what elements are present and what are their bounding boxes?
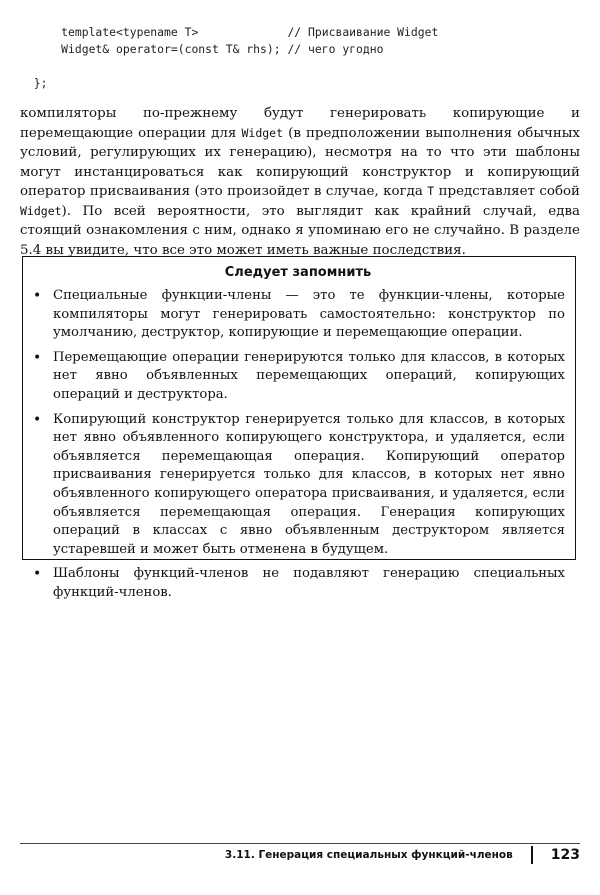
list-item [31,287,565,343]
paragraph-text: представляет собой [434,184,580,199]
bullet-icon: • [33,411,42,428]
inline-code: T [427,184,435,198]
list-item-text: Специальные функции-члены — это те функции-члены, которые компиляторы могут генерировать самостоятельно: конструктор по умолчанию, деструктор, копирующие и перемещающие операции. [53,288,565,341]
code-line: template<typename T> // Присваивание Widget [20,25,439,39]
paragraph-text: компиляторы по-прежнему будут генерировать копирующие и перемещающие операции для [20,106,580,141]
bullet-icon: • [33,566,42,583]
list-item-text: Копирующий конструктор генерируется только для классов, в которых нет явно объявленного копирующего конструктора, и удаляется, если объявляется перемещающая операция. Копирующий оператор присваивания генерируется только для классов, в которых нет явно объявленного копирующего оператора присваивания, и удаляется, если объявляется перемещающая операция. Генерация копирующих операций в классах с явно объявленным деструктором является устаревшей и может быть отменена в будущем. [53,411,565,557]
paragraph-text: ). По всей вероятности, это выглядит как крайний случай, едва стоящий ознакомления с ним, однако я упоминаю его не случайно. В разделе 5.4 вы увидите, что все это может иметь важные последствия. [20,203,580,258]
footer-separator [531,846,533,864]
inline-code: Widget [241,125,284,140]
code-listing [20,24,580,92]
list-item-text: Шаблоны функций-членов не подавляют генерацию специальных функций-членов. [53,566,565,600]
code-line: Widget& operator=(const T& rhs); // чего угодно [20,42,384,56]
code-line: }; [20,76,48,90]
page-number: 123 [550,847,580,863]
footer-section-title: 3.11. Генерация специальных функций-членов [224,849,513,861]
list-item [31,565,565,602]
body-paragraph [20,104,580,260]
remember-list [31,287,565,603]
inline-code: Widget [20,203,62,218]
paragraph-text: (в предположении выполнения обычных условий, регулирующих их генерацию), несмотря на то что эти шаблоны могут инстанцироваться как копирующий конструктор и копирующий оператор присваивания (это произойдет в случае, когда [20,125,580,199]
list-item [31,349,565,405]
bullet-icon: • [33,349,42,366]
code-line [20,58,580,75]
remember-box [22,256,576,600]
page-footer [225,846,580,864]
footer-divider [20,843,580,844]
remember-title: Следует запомнить [224,265,372,280]
list-item-text: Перемещающие операции генерируются только для классов, в которых нет явно объявленных перемещающих операций, копирующих операций и деструктора. [53,349,565,402]
list-item [31,411,565,560]
bullet-icon: • [33,288,42,304]
